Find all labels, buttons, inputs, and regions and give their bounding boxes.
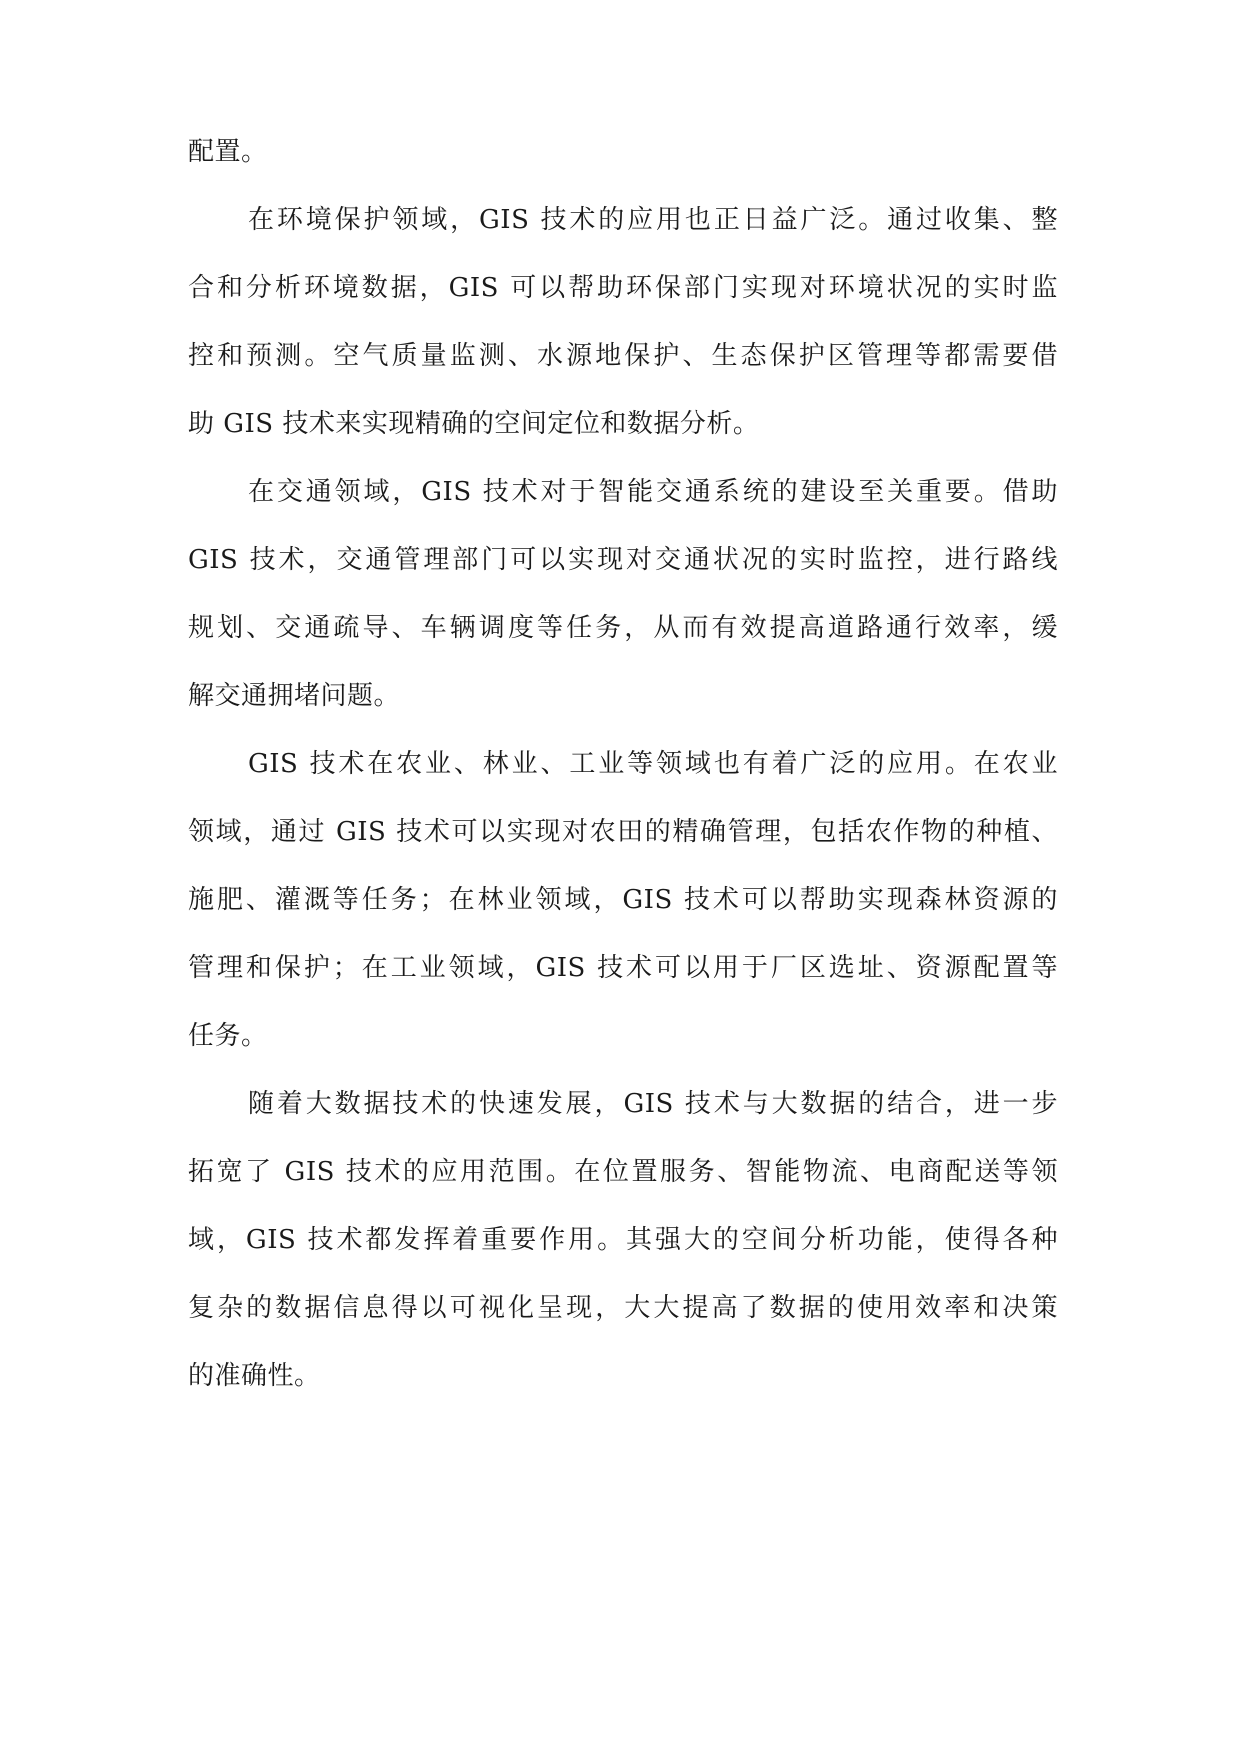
text-line-6: 在交通领域，GIS 技术对于智能交通系统的建设至关重要。借助 (248, 477, 1058, 507)
text-line-2: 在环境保护领域，GIS 技术的应用也正日益广泛。通过收集、整 (248, 205, 1058, 235)
text-line-5: 助 GIS 技术来实现精确的空间定位和数据分析。 (188, 409, 760, 439)
text-line-17: 域，GIS 技术都发挥着重要作用。其强大的空间分析功能，使得各种 (188, 1225, 1058, 1255)
text-line-19: 的准确性。 (188, 1361, 321, 1391)
text-line-18: 复杂的数据信息得以可视化呈现，大大提高了数据的使用效率和决策 (188, 1293, 1058, 1323)
text-line-11: 领域，通过 GIS 技术可以实现对农田的精确管理，包括农作物的种植、 (188, 817, 1058, 847)
text-line-16: 拓宽了 GIS 技术的应用范围。在位置服务、智能物流、电商配送等领 (188, 1157, 1058, 1187)
text-line-15: 随着大数据技术的快速发展，GIS 技术与大数据的结合，进一步 (248, 1089, 1058, 1119)
text-line-14: 任务。 (188, 1021, 268, 1051)
text-line-3: 合和分析环境数据，GIS 可以帮助环保部门实现对环境状况的实时监 (188, 273, 1058, 303)
text-line-4: 控和预测。空气质量监测、水源地保护、生态保护区管理等都需要借 (188, 341, 1058, 371)
text-line-10: GIS 技术在农业、林业、工业等领域也有着广泛的应用。在农业 (248, 749, 1058, 779)
text-line-7: GIS 技术，交通管理部门可以实现对交通状况的实时监控，进行路线 (188, 545, 1058, 575)
text-line-1: 配置。 (188, 137, 268, 167)
text-line-9: 解交通拥堵问题。 (188, 681, 401, 711)
text-line-12: 施肥、灌溉等任务；在林业领域，GIS 技术可以帮助实现森林资源的 (188, 885, 1058, 915)
text-line-8: 规划、交通疏导、车辆调度等任务，从而有效提高道路通行效率，缓 (188, 613, 1058, 643)
text-line-13: 管理和保护；在工业领域，GIS 技术可以用于厂区选址、资源配置等 (188, 953, 1058, 983)
